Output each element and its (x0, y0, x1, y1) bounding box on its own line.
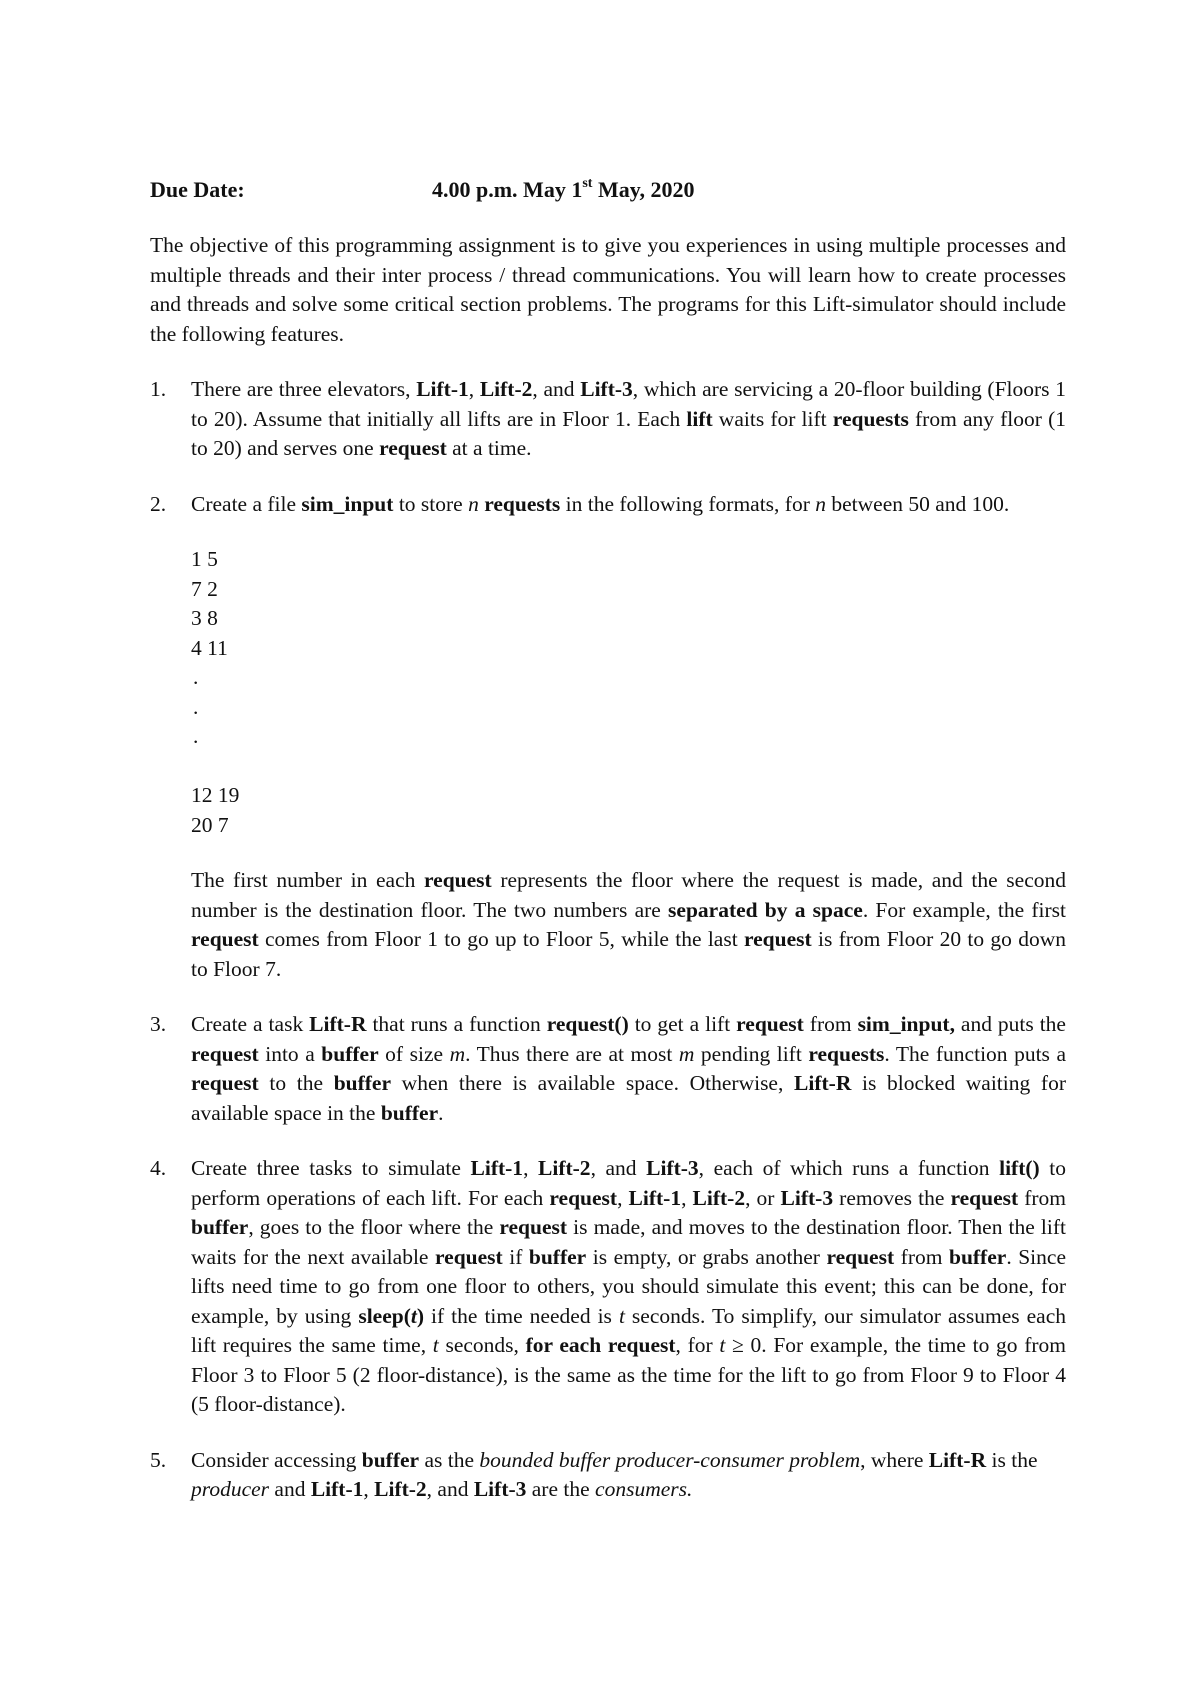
feature-item-5 (150, 1446, 1066, 1505)
feature-item-4 (150, 1154, 1066, 1420)
sample-input-block (191, 545, 1066, 840)
sample-line: 1 5 (191, 547, 218, 571)
item-number: 5. (150, 1447, 167, 1472)
sample-line: 4 11 (191, 635, 228, 660)
intro-paragraph: The objective of this programming assignment is to give you experiences in using multiple processes and multiple threads and their inter process / thread communications. You will learn how to create processes and threads and solve some critical section problems. The programs for this Lift-simulator should include the following features. (150, 233, 1066, 346)
sample-line: 20 7 (191, 812, 229, 837)
feature-list (150, 375, 1066, 1505)
sample-line: 3 8 (191, 606, 218, 630)
sample-line: 7 2 (191, 576, 218, 601)
item-text: Consider accessing buffer as the bounded buffer producer-consumer problem, where Lift-R is the producer and Lift-1, Lift-2, and Lift-3 are the consumers. (191, 1447, 1038, 1501)
ellipsis-dot: . (193, 724, 199, 748)
item-text: Create a task Lift-R that runs a function request() to get a lift request from sim_input, and puts the request into a buffer of size m. Thus there are at most m pending lift requests. The function puts a request to the buffer when there is available space. Otherwise, Lift-R is blocked waiting for available space in the buffer. (191, 1012, 1066, 1125)
feature-item-3 (150, 1010, 1066, 1128)
item-text: Create a file sim_input to store n requests in the following formats, for n between 50 and 100. (191, 491, 1010, 516)
item-text: Create three tasks to simulate Lift-1, Lift-2, and Lift-3, each of which runs a function lift() to perform operations of each lift. For each request, Lift-1, Lift-2, or Lift-3 removes the request from buffer, goes to the floor where the request is made, and moves to the destination floor. Then the lift waits for the next available request if buffer is empty, or grabs another request from buffer. Since lifts need time to go from one floor to others, you should simulate this event; this can be done, for example, by using sleep(t) if the time needed is t seconds. To simplify, our simulator assumes each lift requires the same time, t seconds, for each request, for t ≥ 0. For example, the time to go from Floor 3 to Floor 5 (2 floor-distance), is the same as the time for the lift to go from Floor 9 to Floor 4 (5 floor-distance). (191, 1156, 1067, 1416)
item-number: 4. (150, 1156, 167, 1180)
item-number: 3. (150, 1012, 167, 1036)
due-date-label: Due Date: (150, 177, 245, 202)
item-text: There are three elevators, Lift-1, Lift-2, and Lift-3, which are servicing a 20-floor building (Floors 1 to 20). Assume that initially all lifts are in Floor 1. Each lift waits for lift requests from any floor (1 to 20) and serves one request at a time. (191, 377, 1067, 460)
due-date-value: 4.00 p.m. May 1st May, 2020 (432, 176, 695, 202)
feature-item-1 (150, 375, 1066, 464)
blank-line (191, 752, 1066, 782)
ellipsis-dot: . (193, 694, 199, 719)
feature-item-2 (150, 490, 1066, 985)
ellipsis-dot: . (193, 665, 199, 689)
item-number: 2. (150, 491, 167, 516)
item-number: 1. (150, 377, 167, 401)
document-body (150, 175, 1066, 1531)
format-description: The first number in each request represents the floor where the request is made, and the second number is the destination floor. The two numbers are separated by a space. For example, the first request comes from Floor 1 to go up to Floor 5, while the last request is from Floor 20 to go down to Floor 7. (191, 868, 1067, 981)
sample-line: 12 19 (191, 783, 240, 807)
due-date-line (150, 175, 1066, 205)
